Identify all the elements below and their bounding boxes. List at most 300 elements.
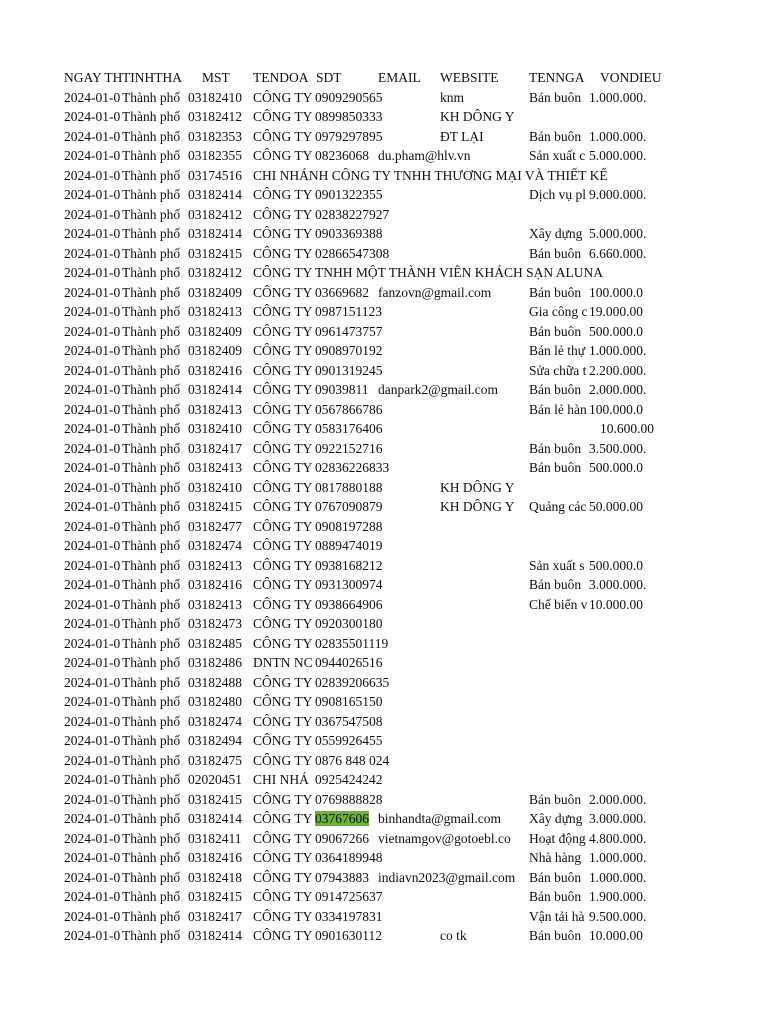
cell-ten[interactable]: CÔNG TY: [253, 88, 315, 108]
header-nganh[interactable]: TENNGA: [529, 68, 585, 88]
cell-ten[interactable]: CÔNG TY: [253, 790, 315, 810]
cell-ten[interactable]: CÔNG TY: [253, 614, 315, 634]
cell-ten[interactable]: CÔNG TY: [253, 439, 315, 459]
cell-von[interactable]: 2.000.000.: [589, 380, 654, 400]
cell-von[interactable]: 9.500.000.: [589, 907, 654, 927]
cell-sdt[interactable]: 0567866786: [315, 400, 455, 420]
cell-tinh[interactable]: Thành phố: [122, 536, 188, 556]
cell-mst[interactable]: 03182415: [188, 244, 252, 264]
header-sdt[interactable]: SDT: [316, 68, 342, 88]
cell-ten[interactable]: CÔNG TY: [253, 302, 315, 322]
cell-ten[interactable]: CÔNG TY: [253, 907, 315, 927]
cell-ngay[interactable]: 2024-01-0: [64, 419, 122, 439]
cell-mst[interactable]: 03182355: [188, 146, 252, 166]
cell-mst[interactable]: 03174516: [188, 166, 252, 186]
header-ngay[interactable]: NGAY TH: [64, 68, 122, 88]
cell-tinh[interactable]: Thành phố: [122, 731, 188, 751]
header-tinh[interactable]: TINHTHA: [122, 68, 182, 88]
cell-tinh[interactable]: Thành phố: [122, 751, 188, 771]
cell-nganh[interactable]: Sửa chữa t: [529, 361, 591, 381]
cell-sdt[interactable]: 0817880188: [315, 478, 455, 498]
cell-website[interactable]: co tk: [440, 926, 528, 946]
cell-ngay[interactable]: 2024-01-0: [64, 790, 122, 810]
cell-von[interactable]: 3.000.000.: [589, 809, 654, 829]
cell-nganh[interactable]: Bán buôn: [529, 380, 591, 400]
cell-mst[interactable]: 03182488: [188, 673, 252, 693]
cell-sdt[interactable]: 0908165150: [315, 692, 455, 712]
cell-tinh[interactable]: Thành phố: [122, 556, 188, 576]
cell-nganh[interactable]: Bán buôn: [529, 790, 591, 810]
cell-nganh[interactable]: Sản xuất c: [529, 146, 591, 166]
cell-tinh[interactable]: Thành phố: [122, 770, 188, 790]
cell-sdt[interactable]: 0914725637: [315, 887, 455, 907]
table-row: [64, 673, 654, 693]
cell-sdt[interactable]: 0961473757: [315, 322, 455, 342]
cell-ngay[interactable]: 2024-01-0: [64, 341, 122, 361]
cell-sdt[interactable]: 07943883: [315, 868, 377, 888]
cell-tinh[interactable]: Thành phố: [122, 887, 188, 907]
cell-sdt[interactable]: 0908197288: [315, 517, 455, 537]
cell-ten[interactable]: CÔNG TY: [253, 751, 315, 771]
cell-ten[interactable]: CÔNG TY: [253, 556, 315, 576]
cell-sdt[interactable]: 0901319245: [315, 361, 455, 381]
cell-ten[interactable]: CÔNG TY: [253, 107, 315, 127]
cell-tinh[interactable]: Thành phố: [122, 107, 188, 127]
cell-von[interactable]: 10.000.00: [589, 595, 654, 615]
cell-nganh[interactable]: Bán lẻ thự: [529, 341, 591, 361]
cell-ngay[interactable]: 2024-01-0: [64, 127, 122, 147]
cell-tinh[interactable]: Thành phố: [122, 926, 188, 946]
cell-ten[interactable]: CÔNG TY: [253, 536, 315, 556]
cell-mst[interactable]: 03182414: [188, 380, 252, 400]
cell-nganh[interactable]: Chế biến v: [529, 595, 591, 615]
cell-sdt[interactable]: 02836226833: [315, 458, 455, 478]
cell-tinh[interactable]: Thành phố: [122, 848, 188, 868]
cell-tinh[interactable]: Thành phố: [122, 380, 188, 400]
cell-nganh[interactable]: Bán buôn: [529, 439, 591, 459]
cell-von[interactable]: 5.000.000.: [589, 224, 654, 244]
cell-ten[interactable]: CÔNG TY: [253, 322, 315, 342]
cell-mst[interactable]: 03182474: [188, 712, 252, 732]
cell-ngay[interactable]: 2024-01-0: [64, 575, 122, 595]
cell-ten[interactable]: CÔNG TY: [253, 127, 315, 147]
cell-von[interactable]: 2.000.000.: [589, 790, 654, 810]
header-ten[interactable]: TENDOA: [253, 68, 309, 88]
cell-sdt[interactable]: 02835501119: [315, 634, 455, 654]
cell-nganh[interactable]: Xây dựng: [529, 809, 591, 829]
cell-sdt[interactable]: 0938664906: [315, 595, 455, 615]
cell-von[interactable]: 5.000.000.: [589, 146, 654, 166]
cell-ngay[interactable]: 2024-01-0: [64, 829, 122, 849]
cell-tinh[interactable]: Thành phố: [122, 692, 188, 712]
cell-sdt[interactable]: 0367547508: [315, 712, 455, 732]
cell-ten[interactable]: CÔNG TY: [253, 575, 315, 595]
cell-ngay[interactable]: 2024-01-0: [64, 107, 122, 127]
cell-tinh[interactable]: Thành phố: [122, 263, 188, 283]
cell-tinh[interactable]: Thành phố: [122, 595, 188, 615]
cell-tinh[interactable]: Thành phố: [122, 244, 188, 264]
cell-nganh[interactable]: Bán buôn: [529, 322, 591, 342]
header-email[interactable]: EMAIL: [378, 68, 421, 88]
cell-tinh[interactable]: Thành phố: [122, 439, 188, 459]
cell-tinh[interactable]: Thành phố: [122, 907, 188, 927]
cell-ten[interactable]: CÔNG TY: [253, 497, 315, 517]
cell-mst[interactable]: 03182409: [188, 341, 252, 361]
cell-sdt[interactable]: 0979297895: [315, 127, 455, 147]
cell-mst[interactable]: 03182477: [188, 517, 252, 537]
cell-ngay[interactable]: 2024-01-0: [64, 224, 122, 244]
cell-nganh[interactable]: Bán buôn: [529, 575, 591, 595]
cell-mst[interactable]: 03182410: [188, 88, 252, 108]
cell-ten[interactable]: CÔNG TY: [253, 283, 315, 303]
cell-tinh[interactable]: Thành phố: [122, 88, 188, 108]
cell-sdt[interactable]: 02866547308: [315, 244, 455, 264]
cell-mst[interactable]: 03182416: [188, 361, 252, 381]
cell-von[interactable]: 2.200.000.: [589, 361, 654, 381]
cell-sdt[interactable]: 02838227927: [315, 205, 455, 225]
cell-sdt[interactable]: 09067266: [315, 829, 377, 849]
cell-tinh[interactable]: Thành phố: [122, 361, 188, 381]
cell-ngay[interactable]: 2024-01-0: [64, 146, 122, 166]
cell-von[interactable]: 500.000.0: [589, 322, 654, 342]
cell-ten[interactable]: CÔNG TY: [253, 185, 315, 205]
cell-ngay[interactable]: 2024-01-0: [64, 361, 122, 381]
cell-email[interactable]: danpark2@gmail.com: [378, 380, 528, 400]
cell-tinh[interactable]: Thành phố: [122, 400, 188, 420]
cell-tinh[interactable]: Thành phố: [122, 634, 188, 654]
cell-tinh[interactable]: Thành phố: [122, 478, 188, 498]
cell-sdt[interactable]: 0769888828: [315, 790, 455, 810]
cell-sdt[interactable]: 0903369388: [315, 224, 455, 244]
cell-nganh[interactable]: Vận tải hà: [529, 907, 591, 927]
cell-ten[interactable]: CÔNG TY: [253, 224, 315, 244]
cell-ten[interactable]: CÔNG TY: [253, 731, 315, 751]
cell-mst[interactable]: 03182416: [188, 848, 252, 868]
cell-sdt[interactable]: 0889474019: [315, 536, 455, 556]
cell-ten[interactable]: CÔNG TY: [253, 205, 315, 225]
table-row: [64, 556, 654, 576]
cell-mst[interactable]: 03182475: [188, 751, 252, 771]
cell-sdt[interactable]: 08236068: [315, 146, 377, 166]
cell-ngay[interactable]: 2024-01-0: [64, 458, 122, 478]
cell-mst[interactable]: 03182416: [188, 575, 252, 595]
cell-ten[interactable]: CÔNG TY: [253, 868, 315, 888]
cell-von[interactable]: 1.000.000.: [589, 848, 654, 868]
cell-ten[interactable]: CÔNG TY TNHH MỘT THÀNH VIÊN KHÁCH SẠN ALUNA: [253, 263, 715, 283]
cell-sdt[interactable]: 09039811: [315, 380, 377, 400]
cell-tinh[interactable]: Thành phố: [122, 224, 188, 244]
cell-mst[interactable]: 03182412: [188, 107, 252, 127]
cell-mst[interactable]: 02020451: [188, 770, 252, 790]
cell-ten[interactable]: CÔNG TY: [253, 517, 315, 537]
cell-ngay[interactable]: 2024-01-0: [64, 302, 122, 322]
cell-nganh[interactable]: Dịch vụ pl: [529, 185, 591, 205]
cell-ten[interactable]: CÔNG TY: [253, 341, 315, 361]
header-mst[interactable]: MST: [202, 68, 230, 88]
cell-ngay[interactable]: 2024-01-0: [64, 673, 122, 693]
cell-sdt[interactable]: 0909290565: [315, 88, 455, 108]
cell-von[interactable]: 500.000.0: [589, 556, 654, 576]
cell-mst[interactable]: 03182417: [188, 439, 252, 459]
cell-mst[interactable]: 03182418: [188, 868, 252, 888]
cell-tinh[interactable]: Thành phố: [122, 497, 188, 517]
cell-ngay[interactable]: 2024-01-0: [64, 478, 122, 498]
cell-mst[interactable]: 03182485: [188, 634, 252, 654]
table-row: [64, 283, 654, 303]
header-website[interactable]: WEBSITE: [440, 68, 499, 88]
cell-von[interactable]: 9.000.000.: [589, 185, 654, 205]
cell-ten[interactable]: CHI NHÁ: [253, 770, 315, 790]
cell-tinh[interactable]: Thành phố: [122, 673, 188, 693]
cell-nganh[interactable]: Xây dựng: [529, 224, 591, 244]
cell-sdt[interactable]: 0583176406: [315, 419, 455, 439]
cell-tinh[interactable]: Thành phố: [122, 283, 188, 303]
cell-tinh[interactable]: Thành phố: [122, 419, 188, 439]
cell-ten[interactable]: CÔNG TY: [253, 400, 315, 420]
cell-ten[interactable]: CÔNG TY: [253, 829, 315, 849]
cell-mst[interactable]: 03182480: [188, 692, 252, 712]
cell-ten[interactable]: CÔNG TY: [253, 848, 315, 868]
cell-ten[interactable]: DNTN NC: [253, 653, 315, 673]
cell-ngay[interactable]: 2024-01-0: [64, 692, 122, 712]
cell-ten[interactable]: CÔNG TY: [253, 809, 315, 829]
cell-website[interactable]: KH DÔNG Y: [440, 497, 528, 517]
table-row: [64, 478, 654, 498]
cell-ngay[interactable]: 2024-01-0: [64, 614, 122, 634]
cell-von[interactable]: 1.000.000.: [589, 341, 654, 361]
cell-mst[interactable]: 03182414: [188, 185, 252, 205]
cell-mst[interactable]: 03182414: [188, 224, 252, 244]
cell-von[interactable]: 100.000.0: [589, 400, 654, 420]
cell-ngay[interactable]: 2024-01-0: [64, 263, 122, 283]
cell-tinh[interactable]: Thành phố: [122, 790, 188, 810]
cell-ngay[interactable]: 2024-01-0: [64, 536, 122, 556]
cell-tinh[interactable]: Thành phố: [122, 614, 188, 634]
cell-tinh[interactable]: Thành phố: [122, 809, 188, 829]
cell-ngay[interactable]: 2024-01-0: [64, 634, 122, 654]
cell-ten[interactable]: CÔNG TY: [253, 887, 315, 907]
cell-von[interactable]: 4.800.000.: [589, 829, 654, 849]
cell-email[interactable]: du.pham@hlv.vn: [378, 146, 528, 166]
cell-von[interactable]: 500.000.0: [589, 458, 654, 478]
cell-ngay[interactable]: 2024-01-0: [64, 380, 122, 400]
cell-tinh[interactable]: Thành phố: [122, 185, 188, 205]
cell-nganh[interactable]: Hoạt động: [529, 829, 591, 849]
cell-website[interactable]: knm: [440, 88, 528, 108]
cell-von[interactable]: 1.000.000.: [589, 127, 654, 147]
cell-ten[interactable]: CÔNG TY: [253, 146, 315, 166]
cell-tinh[interactable]: Thành phố: [122, 653, 188, 673]
cell-ngay[interactable]: 2024-01-0: [64, 556, 122, 576]
cell-ngay[interactable]: 2024-01-0: [64, 712, 122, 732]
table-row: [64, 322, 654, 342]
cell-website[interactable]: KH DÔNG Y: [440, 107, 528, 127]
cell-email[interactable]: binhandta@gmail.com: [378, 809, 528, 829]
cell-sdt[interactable]: 0364189948: [315, 848, 455, 868]
cell-website[interactable]: KH DÔNG Y: [440, 478, 528, 498]
cell-von[interactable]: 10.000.00: [589, 926, 654, 946]
cell-sdt[interactable]: 0944026516: [315, 653, 455, 673]
cell-ngay[interactable]: 2024-01-0: [64, 185, 122, 205]
cell-sdt[interactable]: 0938168212: [315, 556, 455, 576]
cell-mst[interactable]: 03182409: [188, 283, 252, 303]
cell-ngay[interactable]: 2024-01-0: [64, 400, 122, 420]
cell-sdt[interactable]: 0901630112: [315, 926, 455, 946]
cell-nganh[interactable]: Bán buôn: [529, 926, 591, 946]
cell-ngay[interactable]: 2024-01-0: [64, 322, 122, 342]
cell-ten[interactable]: CÔNG TY: [253, 712, 315, 732]
cell-mst[interactable]: 03182411: [188, 829, 252, 849]
cell-nganh[interactable]: Bán buôn: [529, 868, 591, 888]
cell-sdt[interactable]: 0925424242: [315, 770, 455, 790]
cell-nganh[interactable]: Sản xuất s: [529, 556, 591, 576]
cell-nganh[interactable]: Bán buôn: [529, 458, 591, 478]
cell-mst[interactable]: 03182486: [188, 653, 252, 673]
cell-ngay[interactable]: 2024-01-0: [64, 751, 122, 771]
cell-mst[interactable]: 03182413: [188, 400, 252, 420]
cell-nganh[interactable]: Bán buôn: [529, 887, 591, 907]
cell-ten[interactable]: CÔNG TY: [253, 595, 315, 615]
cell-mst[interactable]: 03182415: [188, 887, 252, 907]
cell-ten[interactable]: CÔNG TY: [253, 926, 315, 946]
cell-sdt[interactable]: 0922152716: [315, 439, 455, 459]
cell-tinh[interactable]: Thành phố: [122, 146, 188, 166]
cell-mst[interactable]: 03182413: [188, 458, 252, 478]
cell-sdt[interactable]: 0334197831: [315, 907, 455, 927]
cell-email[interactable]: fanzovn@gmail.com: [378, 283, 528, 303]
cell-tinh[interactable]: Thành phố: [122, 575, 188, 595]
cell-tinh[interactable]: Thành phố: [122, 127, 188, 147]
cell-mst[interactable]: 03182412: [188, 263, 252, 283]
cell-sdt[interactable]: 0908970192: [315, 341, 455, 361]
cell-tinh[interactable]: Thành phố: [122, 829, 188, 849]
cell-mst[interactable]: 03182413: [188, 302, 252, 322]
cell-mst[interactable]: 03182409: [188, 322, 252, 342]
cell-von[interactable]: 1.900.000.: [589, 887, 654, 907]
cell-ten[interactable]: CÔNG TY: [253, 380, 315, 400]
cell-sdt[interactable]: [315, 809, 377, 829]
cell-tinh[interactable]: Thành phố: [122, 341, 188, 361]
cell-email[interactable]: indiavn2023@gmail.com: [378, 868, 528, 888]
cell-ngay[interactable]: 2024-01-0: [64, 517, 122, 537]
cell-email[interactable]: vietnamgov@gotoebl.co: [378, 829, 528, 849]
cell-sdt[interactable]: 02839206635: [315, 673, 455, 693]
cell-ngay[interactable]: 2024-01-0: [64, 848, 122, 868]
cell-ngay[interactable]: 2024-01-0: [64, 244, 122, 264]
cell-ngay[interactable]: 2024-01-0: [64, 595, 122, 615]
cell-mst[interactable]: 03182494: [188, 731, 252, 751]
cell-mst[interactable]: 03182417: [188, 907, 252, 927]
cell-sdt[interactable]: 0899850333: [315, 107, 455, 127]
highlighted-sdt[interactable]: 03767606: [315, 811, 369, 826]
cell-ngay[interactable]: 2024-01-0: [64, 907, 122, 927]
cell-tinh[interactable]: Thành phố: [122, 517, 188, 537]
cell-mst[interactable]: 03182353: [188, 127, 252, 147]
cell-ten[interactable]: CÔNG TY: [253, 692, 315, 712]
cell-ngay[interactable]: 2024-01-0: [64, 809, 122, 829]
cell-tinh[interactable]: Thành phố: [122, 712, 188, 732]
cell-nganh[interactable]: Gia công c: [529, 302, 591, 322]
cell-ngay[interactable]: 2024-01-0: [64, 653, 122, 673]
cell-tinh[interactable]: Thành phố: [122, 166, 188, 186]
cell-sdt[interactable]: 0901322355: [315, 185, 455, 205]
cell-ngay[interactable]: 2024-01-0: [64, 926, 122, 946]
header-von[interactable]: VONDIEU: [600, 68, 665, 88]
cell-ten[interactable]: CHI NHÁNH CÔNG TY TNHH THƯƠNG MẠI VÀ THIẾT KẾ: [253, 166, 715, 186]
cell-mst[interactable]: 03182414: [188, 926, 252, 946]
cell-mst[interactable]: 03182410: [188, 478, 252, 498]
cell-nganh[interactable]: Quảng các: [529, 497, 591, 517]
cell-mst[interactable]: 03182474: [188, 536, 252, 556]
cell-mst[interactable]: 03182413: [188, 595, 252, 615]
cell-nganh[interactable]: Nhà hàng: [529, 848, 591, 868]
cell-sdt[interactable]: 0931300974: [315, 575, 455, 595]
cell-von[interactable]: 3.000.000.: [589, 575, 654, 595]
cell-ten[interactable]: CÔNG TY: [253, 458, 315, 478]
cell-ten[interactable]: CÔNG TY: [253, 634, 315, 654]
cell-ten[interactable]: CÔNG TY: [253, 419, 315, 439]
cell-von[interactable]: 3.500.000.: [589, 439, 654, 459]
cell-ngay[interactable]: 2024-01-0: [64, 497, 122, 517]
cell-ngay[interactable]: 2024-01-0: [64, 731, 122, 751]
cell-tinh[interactable]: Thành phố: [122, 322, 188, 342]
cell-ngay[interactable]: 2024-01-0: [64, 283, 122, 303]
cell-nganh[interactable]: Bán lẻ hàn: [529, 400, 591, 420]
cell-tinh[interactable]: Thành phố: [122, 302, 188, 322]
cell-ngay[interactable]: 2024-01-0: [64, 205, 122, 225]
cell-tinh[interactable]: Thành phố: [122, 205, 188, 225]
cell-von[interactable]: 1.000.000.: [589, 868, 654, 888]
cell-mst[interactable]: 03182415: [188, 790, 252, 810]
cell-ten[interactable]: CÔNG TY: [253, 478, 315, 498]
cell-ngay[interactable]: 2024-01-0: [64, 868, 122, 888]
cell-nganh[interactable]: Bán buôn: [529, 283, 591, 303]
cell-mst[interactable]: 03182415: [188, 497, 252, 517]
cell-tinh[interactable]: Thành phố: [122, 458, 188, 478]
cell-mst[interactable]: 03182473: [188, 614, 252, 634]
cell-ngay[interactable]: 2024-01-0: [64, 770, 122, 790]
cell-ten[interactable]: CÔNG TY: [253, 673, 315, 693]
cell-von[interactable]: 100.000.0: [589, 283, 654, 303]
cell-sdt[interactable]: 0876 848 024: [315, 751, 455, 771]
cell-von[interactable]: 19.000.00: [589, 302, 654, 322]
cell-von[interactable]: 10.600.00: [589, 419, 654, 439]
cell-von[interactable]: 6.660.000.: [589, 244, 654, 264]
cell-ngay[interactable]: 2024-01-0: [64, 887, 122, 907]
cell-nganh[interactable]: Bán buôn: [529, 127, 591, 147]
cell-sdt[interactable]: 0559926455: [315, 731, 455, 751]
cell-tinh[interactable]: Thành phố: [122, 868, 188, 888]
cell-website[interactable]: ĐT LẠI: [440, 127, 528, 147]
cell-sdt[interactable]: 03669682: [315, 283, 377, 303]
cell-sdt[interactable]: 0767090879: [315, 497, 455, 517]
cell-nganh[interactable]: Bán buôn: [529, 88, 591, 108]
cell-von[interactable]: 1.000.000.: [589, 88, 654, 108]
cell-mst[interactable]: 03182414: [188, 809, 252, 829]
cell-sdt[interactable]: 0987151123: [315, 302, 455, 322]
cell-mst[interactable]: 03182413: [188, 556, 252, 576]
cell-ngay[interactable]: 2024-01-0: [64, 439, 122, 459]
cell-mst[interactable]: 03182412: [188, 205, 252, 225]
cell-sdt[interactable]: 0920300180: [315, 614, 455, 634]
cell-mst[interactable]: 03182410: [188, 419, 252, 439]
cell-ngay[interactable]: 2024-01-0: [64, 88, 122, 108]
cell-nganh[interactable]: Bán buôn: [529, 244, 591, 264]
cell-ten[interactable]: CÔNG TY: [253, 244, 315, 264]
cell-ten[interactable]: CÔNG TY: [253, 361, 315, 381]
cell-von[interactable]: 50.000.00: [589, 497, 654, 517]
cell-ngay[interactable]: 2024-01-0: [64, 166, 122, 186]
